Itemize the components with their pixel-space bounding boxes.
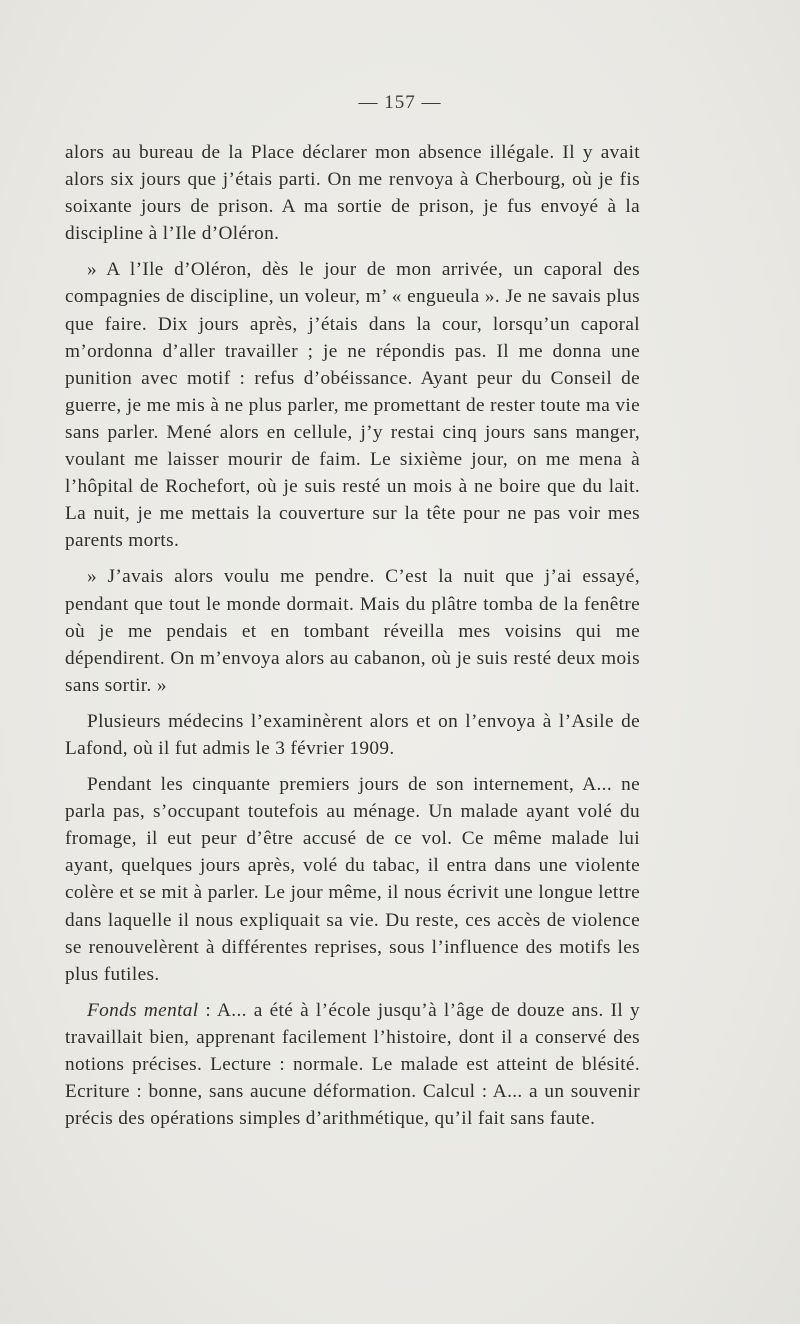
page-number: — 157 — [358,92,442,113]
paragraph-6-text: : A... a été à l’école jusqu’à l’âge de douze ans. Il y travaillait bien, apprenant facilement l’histoire, dont il a conservé des notions précises. Lecture : normale. Le malade est atteint de blésité. Ecriture : bonne, sans aucune déformation. Calcul : A... a un souvenir précis des opérations simples d’arithmétique, qu’il fait sans faute. [65,999,641,1130]
paragraph-6 [65,997,640,1132]
section-label-fonds-mental: Fonds mental [87,999,199,1021]
paragraph-2: » A l’Ile d’Oléron, dès le jour de mon arrivée, un caporal des compagnies de discipline, un voleur, m’ « engueula ». Je ne savais plus que faire. Dix jours après, j’étais dans la cour, lorsqu’un caporal m’ordonna d’aller travailler ; je ne répondis pas. Il me donna une punition avec motif : refus d’obéissance. Ayant peur du Conseil de guerre, je me mis à ne plus parler, me promettant de rester toute ma vie sans parler. Mené alors en cellule, j’y restai cinq jours sans manger, voulant me laisser mourir de faim. Le sixième jour, on me mena à l’hôpital de Rochefort, où je suis resté un mois à ne boire que du lait. La nuit, je me mettais la couverture sur la tête pour ne pas voir mes parents morts. [65,259,640,552]
body-text [65,139,640,1132]
paragraph-5: Pendant les cinquante premiers jours de son internement, A... ne parla pas, s’occupant toutefois au ménage. Un malade ayant volé du fromage, il eut peur d’être accusé de ce vol. Ce même malade lui ayant, quelques jours après, volé du tabac, il entra dans une violente colère et se mit à parler. Le jour même, il nous écrivit une longue lettre dans laquelle il nous expliquait sa vie. Du reste, ces accès de violence se renouvelèrent à différentes reprises, sous l’influence des motifs les plus futiles. [65,774,640,985]
paragraph-1: alors au bureau de la Place déclarer mon absence illégale. Il y avait alors six jours que j’étais parti. On me renvoya à Cherbourg, où je fis soixante jours de prison. A ma sortie de prison, je fus envoyé à la discipline à l’Ile d’Oléron. [65,142,640,245]
paragraph-4: Plusieurs médecins l’examinèrent alors et on l’envoya à l’Asile de Lafond, où il fut admis le 3 février 1909. [65,710,640,759]
paragraph-3: » J’avais alors voulu me pendre. C’est la nuit que j’ai essayé, pendant que tout le monde dormait. Mais du plâtre tomba de la fenêtre où je me pendais et en tombant réveilla mes voisins qui me dépendirent. On m’envoya alors au cabanon, où je suis resté deux mois sans sortir. » [65,566,640,696]
